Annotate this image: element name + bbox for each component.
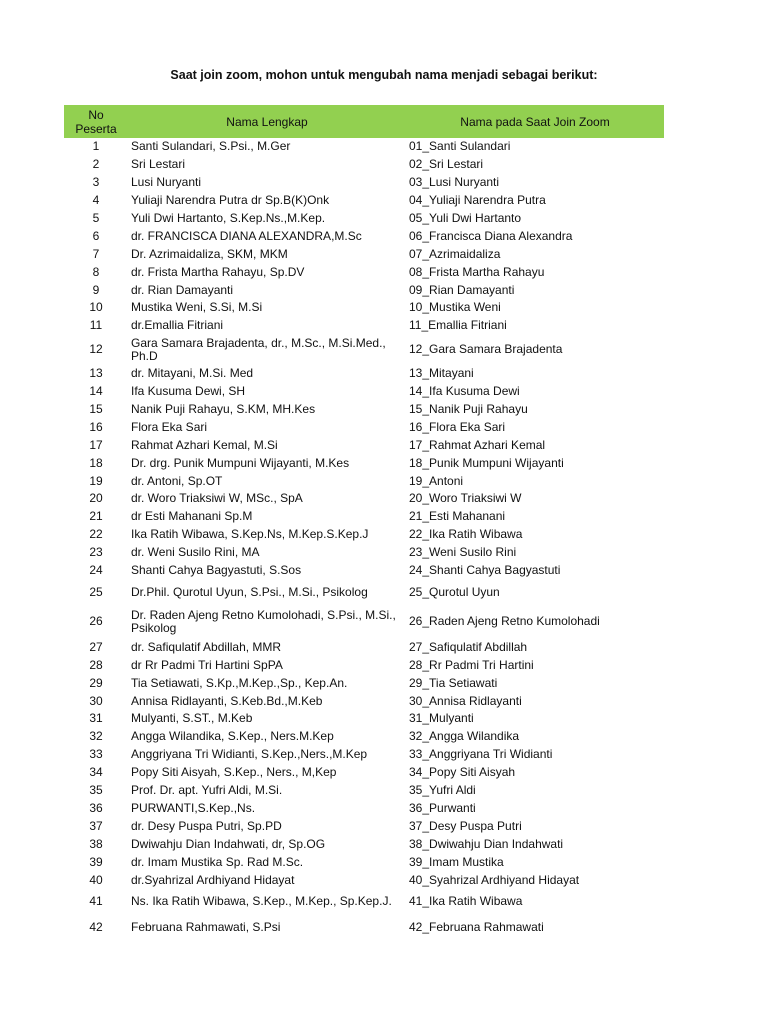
zoom-name-cell: 13_Mitayani (409, 366, 474, 381)
zoom-name-cell: 09_Rian Damayanti (409, 282, 515, 297)
zoom-name-cell: 24_Shanti Cahya Bagyastuti (409, 563, 561, 578)
full-name-cell: dr.Emallia Fitriani (131, 318, 224, 333)
row-number: 32 (89, 729, 103, 744)
zoom-name-cell: 32_Angga Wilandika (409, 729, 520, 744)
table-row (64, 335, 664, 365)
row-number: 35 (89, 783, 103, 798)
full-name-cell: Mustika Weni, S.Si, M.Si (131, 300, 263, 315)
zoom-name-cell: 29_Tia Setiawati (409, 675, 498, 690)
table-row (64, 227, 664, 245)
table-row (64, 210, 664, 228)
full-name-cell: Yuli Dwi Hartanto, S.Kep.Ns.,M.Kep. (131, 211, 326, 225)
row-number: 23 (89, 545, 103, 560)
table-row (64, 418, 664, 436)
row-number: 25 (89, 584, 103, 599)
table-row (64, 710, 664, 728)
full-name-cell: Flora Eka Sari (131, 419, 208, 434)
zoom-name-cell: 23_Weni Susilo Rini (409, 545, 517, 560)
zoom-name-cell: 34_Popy Siti Aisyah (409, 765, 516, 780)
zoom-name-cell: 10_Mustika Weni (409, 300, 501, 315)
zoom-name-cell: 07_Azrimaidaliza (409, 246, 501, 261)
row-number: 41 (89, 894, 103, 909)
header-no: No Peserta (75, 107, 117, 136)
table-row (64, 835, 664, 853)
zoom-name-cell: 06_Francisca Diana Alexandra (409, 228, 573, 243)
full-name-cell: Nanik Puji Rahayu, S.KM, MH.Kes (131, 402, 316, 417)
table-row (64, 544, 664, 562)
table-body (64, 138, 664, 941)
full-name-cell: Dr. drg. Punik Mumpuni Wijayanti, M.Kes (131, 455, 350, 470)
table-row (64, 245, 664, 263)
table-row (64, 138, 664, 156)
row-number: 10 (89, 300, 103, 315)
table-row (64, 800, 664, 818)
full-name-cell: dr Esti Mahanani Sp.M (131, 509, 253, 524)
table-row (64, 436, 664, 454)
full-name-cell: dr. Rian Damayanti (131, 282, 234, 297)
full-name-cell: PURWANTI,S.Kep.,Ns. (131, 800, 256, 815)
zoom-name-cell: 28_Rr Padmi Tri Hartini (409, 657, 534, 672)
full-name-cell: dr Rr Padmi Tri Hartini SpPA (131, 657, 283, 672)
row-number: 11 (89, 318, 103, 333)
table-row (64, 579, 664, 605)
table-row (64, 192, 664, 210)
full-name-cell: Shanti Cahya Bagyastuti, S.Sos (131, 563, 302, 578)
full-name-cell: Angga Wilandika, S.Kep., Ners.M.Kep (131, 729, 334, 744)
row-number: 20 (89, 491, 103, 506)
row-number: 34 (89, 765, 103, 780)
row-number: 31 (89, 711, 103, 726)
row-number: 15 (89, 402, 103, 417)
table-row (64, 638, 664, 656)
full-name-cell: Rahmat Azhari Kemal, M.Si (131, 437, 278, 452)
row-number: 12 (89, 342, 103, 357)
zoom-name-cell: 37_Desy Puspa Putri (409, 818, 522, 833)
full-name-cell: dr. FRANCISCA DIANA ALEXANDRA,M.Sc (131, 228, 362, 243)
zoom-name-cell: 26_Raden Ajeng Retno Kumolohadi (409, 614, 600, 629)
table-row (64, 764, 664, 782)
row-number: 5 (92, 211, 100, 225)
zoom-name-cell: 17_Rahmat Azhari Kemal (409, 437, 546, 452)
table-row (64, 782, 664, 800)
zoom-name-cell: 38_Dwiwahju Dian Indahwati (409, 836, 564, 851)
zoom-name-cell: 27_Safiqulatif Abdillah (409, 639, 528, 654)
row-number: 3 (92, 175, 100, 190)
row-number: 42 (89, 920, 103, 935)
row-number: 1 (92, 139, 100, 154)
zoom-name-cell: 02_Sri Lestari (409, 157, 484, 172)
zoom-name-cell: 19_Antoni (409, 473, 464, 488)
zoom-name-cell: 15_Nanik Puji Rahayu (409, 402, 528, 417)
header-zoom-name: Nama pada Saat Join Zoom (460, 114, 610, 129)
zoom-name-cell: 05_Yuli Dwi Hartanto (409, 211, 522, 225)
table-row (64, 299, 664, 317)
zoom-name-cell: 16_Flora Eka Sari (409, 419, 506, 434)
full-name-cell: Annisa Ridlayanti, S.Keb.Bd.,M.Keb (131, 693, 323, 708)
full-name-cell: Lusi Nuryanti (131, 175, 202, 190)
full-name-cell: Santi Sulandari, S.Psi., M.Ger (131, 139, 291, 154)
row-number: 4 (92, 193, 100, 208)
zoom-name-cell: 31_Mulyanti (409, 711, 474, 726)
table-row (64, 383, 664, 401)
zoom-name-cell: 21_Esti Mahanani (409, 509, 506, 524)
zoom-name-cell: 03_Lusi Nuryanti (409, 175, 500, 190)
zoom-name-cell: 18_Punik Mumpuni Wijayanti (409, 455, 564, 470)
row-number: 2 (92, 157, 100, 172)
full-name-cell: Dr. Azrimaidaliza, SKM, MKM (131, 246, 288, 261)
full-name-cell: dr. Frista Martha Rahayu, Sp.DV (131, 264, 305, 279)
full-name-cell: Prof. Dr. apt. Yufri Aldi, M.Si. (131, 783, 283, 798)
row-number: 24 (89, 563, 103, 578)
zoom-name-cell: 08_Frista Martha Rahayu (409, 264, 545, 279)
header-full-name: Nama Lengkap (226, 114, 308, 129)
full-name-cell: Dr.Phil. Qurotul Uyun, S.Psi., M.Si., Psikolog (131, 584, 368, 599)
zoom-name-cell: 20_Woro Triaksiwi W (409, 491, 522, 506)
table-row (64, 454, 664, 472)
zoom-name-cell: 41_Ika Ratih Wibawa (409, 894, 523, 909)
full-name-cell: Yuliaji Narendra Putra dr Sp.B(K)Onk (131, 193, 330, 208)
row-number: 7 (92, 246, 100, 261)
row-number: 40 (89, 872, 103, 887)
row-number: 14 (89, 384, 103, 399)
table-row (64, 692, 664, 710)
zoom-name-cell: 42_Februana Rahmawati (409, 920, 544, 935)
table-row (64, 317, 664, 335)
full-name-cell: Ifa Kusuma Dewi, SH (131, 384, 246, 399)
page-title: Saat join zoom, mohon untuk mengubah nama menjadi sebagai berikut: (170, 68, 598, 82)
table-row (64, 817, 664, 835)
table-row (64, 605, 664, 638)
row-number: 26 (89, 614, 103, 629)
zoom-name-cell: 30_Annisa Ridlayanti (409, 693, 522, 708)
full-name-cell: Dr. Raden Ajeng Retno Kumolohadi, S.Psi., M.Si., Psikolog (131, 607, 396, 635)
row-number: 38 (89, 836, 103, 851)
table-row (64, 281, 664, 299)
row-number: 22 (89, 527, 103, 542)
full-name-cell: Anggriyana Tri Widianti, S.Kep.,Ners.,M.Kep (131, 747, 368, 762)
full-name-cell: dr.Syahrizal Ardhiyand Hidayat (131, 872, 295, 887)
row-number: 27 (89, 639, 103, 654)
row-number: 9 (92, 282, 100, 297)
table-row (64, 401, 664, 419)
full-name-cell: Gara Samara Brajadenta, dr., M.Sc., M.Si.Med., Ph.D (131, 335, 386, 363)
table-row (64, 728, 664, 746)
zoom-name-cell: 11_Emallia Fitriani (409, 318, 507, 333)
row-number: 29 (89, 675, 103, 690)
zoom-name-cell: 14_Ifa Kusuma Dewi (409, 384, 520, 399)
zoom-name-cell: 04_Yuliaji Narendra Putra (409, 193, 546, 208)
table-row (64, 472, 664, 490)
full-name-cell: Tia Setiawati, S.Kp.,M.Kep.,Sp., Kep.An. (131, 675, 348, 690)
full-name-cell: Mulyanti, S.ST., M.Keb (131, 711, 253, 726)
participant-table (64, 105, 664, 941)
row-number: 28 (89, 657, 103, 672)
table-row (64, 526, 664, 544)
full-name-cell: dr. Antoni, Sp.OT (131, 473, 223, 488)
zoom-name-cell: 01_Santi Sulandari (409, 139, 511, 154)
table-row (64, 674, 664, 692)
row-number: 16 (89, 419, 103, 434)
table-row (64, 263, 664, 281)
row-number: 19 (89, 473, 103, 488)
row-number: 33 (89, 747, 103, 762)
table-row (64, 656, 664, 674)
row-number: 8 (92, 264, 100, 279)
table-row (64, 508, 664, 526)
zoom-name-cell: 36_Purwanti (409, 800, 476, 815)
table-row (64, 746, 664, 764)
table-row (64, 365, 664, 383)
full-name-cell: dr. Weni Susilo Rini, MA (131, 545, 260, 560)
full-name-cell: Ns. Ika Ratih Wibawa, S.Kep., M.Kep., Sp.Kep.J. (131, 894, 392, 909)
row-number: 30 (89, 693, 103, 708)
full-name-cell: dr. Safiqulatif Abdillah, MMR (131, 639, 282, 654)
row-number: 36 (89, 800, 103, 815)
zoom-name-cell: 40_Syahrizal Ardhiyand Hidayat (409, 872, 580, 887)
full-name-cell: Februana Rahmawati, S.Psi (131, 920, 281, 935)
table-row (64, 562, 664, 580)
row-number: 39 (89, 854, 103, 869)
full-name-cell: Ika Ratih Wibawa, S.Kep.Ns, M.Kep.S.Kep.J (131, 527, 369, 542)
row-number: 37 (89, 818, 103, 833)
zoom-name-cell: 22_Ika Ratih Wibawa (409, 527, 523, 542)
full-name-cell: Dwiwahju Dian Indahwati, dr, Sp.OG (131, 836, 326, 851)
zoom-name-cell: 12_Gara Samara Brajadenta (409, 342, 563, 357)
row-number: 21 (89, 509, 103, 524)
zoom-name-cell: 39_Imam Mustika (409, 854, 504, 869)
row-number: 6 (92, 228, 100, 243)
table-row (64, 915, 664, 941)
table-row (64, 853, 664, 871)
full-name-cell: Popy Siti Aisyah, S.Kep., Ners., M,Kep (131, 765, 337, 780)
table-row (64, 174, 664, 192)
row-number: 18 (89, 455, 103, 470)
full-name-cell: dr. Desy Puspa Putri, Sp.PD (131, 818, 282, 833)
row-number: 17 (89, 437, 103, 452)
zoom-name-cell: 25_Qurotul Uyun (409, 584, 500, 599)
full-name-cell: dr. Woro Triaksiwi W, MSc., SpA (131, 491, 303, 506)
full-name-cell: Sri Lestari (131, 157, 186, 172)
full-name-cell: dr. Mitayani, M.Si. Med (131, 366, 254, 381)
table-row (64, 871, 664, 889)
table-row (64, 490, 664, 508)
table-header (64, 105, 664, 138)
zoom-name-cell: 35_Yufri Aldi (409, 783, 476, 798)
row-number: 13 (89, 366, 103, 381)
zoom-name-cell: 33_Anggriyana Tri Widianti (409, 747, 553, 762)
table-row (64, 889, 664, 915)
table-row (64, 156, 664, 174)
full-name-cell: dr. Imam Mustika Sp. Rad M.Sc. (131, 854, 304, 869)
